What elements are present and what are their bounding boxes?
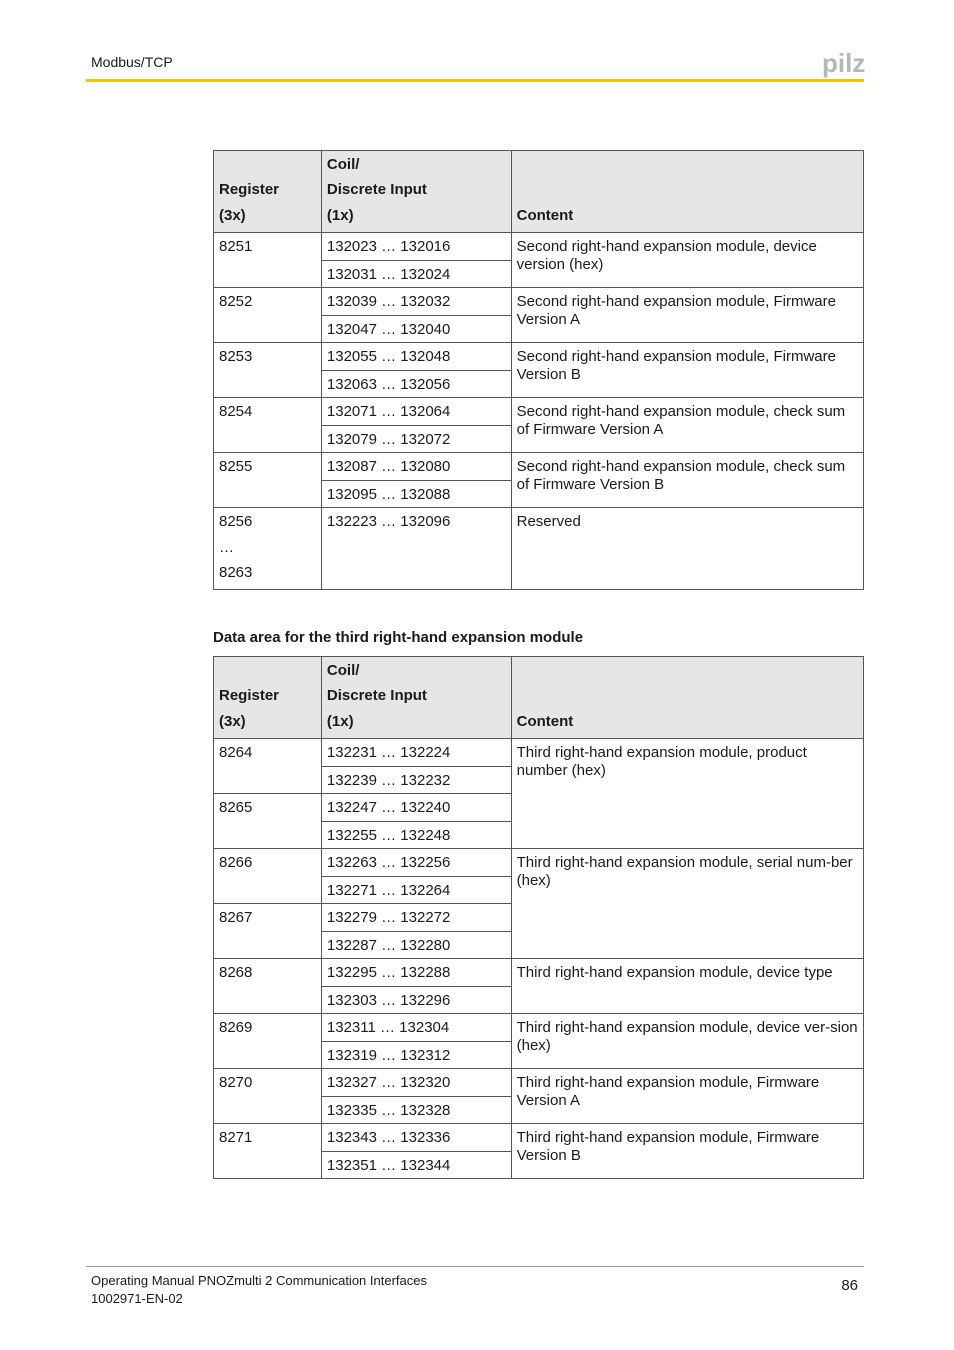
header-coil: Coil/ Discrete Input (1x) (321, 657, 511, 739)
register-cell: 8253 (214, 343, 322, 398)
table-row (214, 1014, 864, 1042)
header-content: Content (511, 657, 863, 739)
register-cell: 8255 (214, 453, 322, 508)
coil-cell: 132279 … 132272 (321, 904, 511, 932)
coil-cell: 132087 … 132080 (321, 453, 511, 481)
register-cell: 8268 (214, 959, 322, 1014)
content-cell: Reserved (511, 508, 863, 590)
coil-cell: 132055 … 132048 (321, 343, 511, 371)
footer-rule (86, 1266, 864, 1267)
table-row (214, 959, 864, 987)
content-cell: Second right-hand expansion module, Firmware Version B (511, 343, 863, 398)
coil-cell: 132047 … 132040 (321, 315, 511, 343)
table-row (214, 343, 864, 371)
pilz-logo (820, 48, 866, 78)
coil-cell: 132271 … 132264 (321, 876, 511, 904)
register-cell: 8264 (214, 739, 322, 794)
header-register: Register (3x) (214, 151, 322, 233)
register-cell: 8271 (214, 1124, 322, 1179)
register-cell: 8265 (214, 794, 322, 849)
coil-cell: 132079 … 132072 (321, 425, 511, 453)
table-row (214, 288, 864, 316)
logo-text: pilz (822, 48, 866, 78)
coil-cell: 132231 … 132224 (321, 739, 511, 767)
register-cell: 8269 (214, 1014, 322, 1069)
coil-cell: 132263 … 132256 (321, 849, 511, 877)
coil-cell: 132039 … 132032 (321, 288, 511, 316)
table-header-row (214, 657, 864, 739)
coil-cell: 132343 … 132336 (321, 1124, 511, 1152)
header-rule (86, 79, 864, 82)
register-table-third-module (213, 656, 864, 1179)
content-cell: Third right-hand expansion module, device ver-sion (hex) (511, 1014, 863, 1069)
coil-cell: 132319 … 132312 (321, 1041, 511, 1069)
table-row (214, 739, 864, 767)
coil-cell: 132303 … 132296 (321, 986, 511, 1014)
coil-cell: 132063 … 132056 (321, 370, 511, 398)
coil-cell: 132247 … 132240 (321, 794, 511, 822)
content-cell: Second right-hand expansion module, device version (hex) (511, 233, 863, 288)
register-cell: 8252 (214, 288, 322, 343)
coil-cell: 132327 … 132320 (321, 1069, 511, 1097)
coil-cell: 132351 … 132344 (321, 1151, 511, 1179)
table-row (214, 849, 864, 877)
register-cell: 8254 (214, 398, 322, 453)
table-row (214, 453, 864, 481)
content-cell: Second right-hand expansion module, check sum of Firmware Version B (511, 453, 863, 508)
header-register: Register (3x) (214, 657, 322, 739)
header-content: Content (511, 151, 863, 233)
register-cell: 8270 (214, 1069, 322, 1124)
table-row (214, 398, 864, 426)
coil-cell: 132071 … 132064 (321, 398, 511, 426)
coil-cell: 132239 … 132232 (321, 766, 511, 794)
page-number: 86 (841, 1277, 858, 1294)
register-table-second-module (213, 150, 864, 590)
register-cell: 8251 (214, 233, 322, 288)
table-row (214, 233, 864, 261)
content-cell: Third right-hand expansion module, Firmware Version B (511, 1124, 863, 1179)
content-cell: Second right-hand expansion module, Firmware Version A (511, 288, 863, 343)
coil-cell: 132095 … 132088 (321, 480, 511, 508)
coil-cell: 132311 … 132304 (321, 1014, 511, 1042)
coil-cell: 132031 … 132024 (321, 260, 511, 288)
table-row-reserved (214, 508, 864, 590)
coil-cell: 132295 … 132288 (321, 959, 511, 987)
table-header-row (214, 151, 864, 233)
header-coil: Coil/ Discrete Input (1x) (321, 151, 511, 233)
table-row (214, 1069, 864, 1097)
register-cell: 8256 … 8263 (214, 508, 322, 590)
content-cell: Third right-hand expansion module, serial num-ber (hex) (511, 849, 863, 959)
coil-cell: 132023 … 132016 (321, 233, 511, 261)
header-title: Modbus/TCP (91, 54, 173, 70)
coil-cell: 132223 … 132096 (321, 508, 511, 590)
content-cell: Third right-hand expansion module, device type (511, 959, 863, 1014)
register-cell: 8266 (214, 849, 322, 904)
register-cell: 8267 (214, 904, 322, 959)
coil-cell: 132255 … 132248 (321, 821, 511, 849)
content-cell: Second right-hand expansion module, check sum of Firmware Version A (511, 398, 863, 453)
footer-doc-number: 1002971-EN-02 (91, 1291, 183, 1306)
footer-manual-title: Operating Manual PNOZmulti 2 Communication Interfaces (91, 1273, 427, 1288)
content-cell: Third right-hand expansion module, product number (hex) (511, 739, 863, 849)
content-cell: Third right-hand expansion module, Firmware Version A (511, 1069, 863, 1124)
coil-cell: 132287 … 132280 (321, 931, 511, 959)
section-heading: Data area for the third right-hand expansion module (213, 629, 584, 646)
coil-cell: 132335 … 132328 (321, 1096, 511, 1124)
table-row (214, 1124, 864, 1152)
